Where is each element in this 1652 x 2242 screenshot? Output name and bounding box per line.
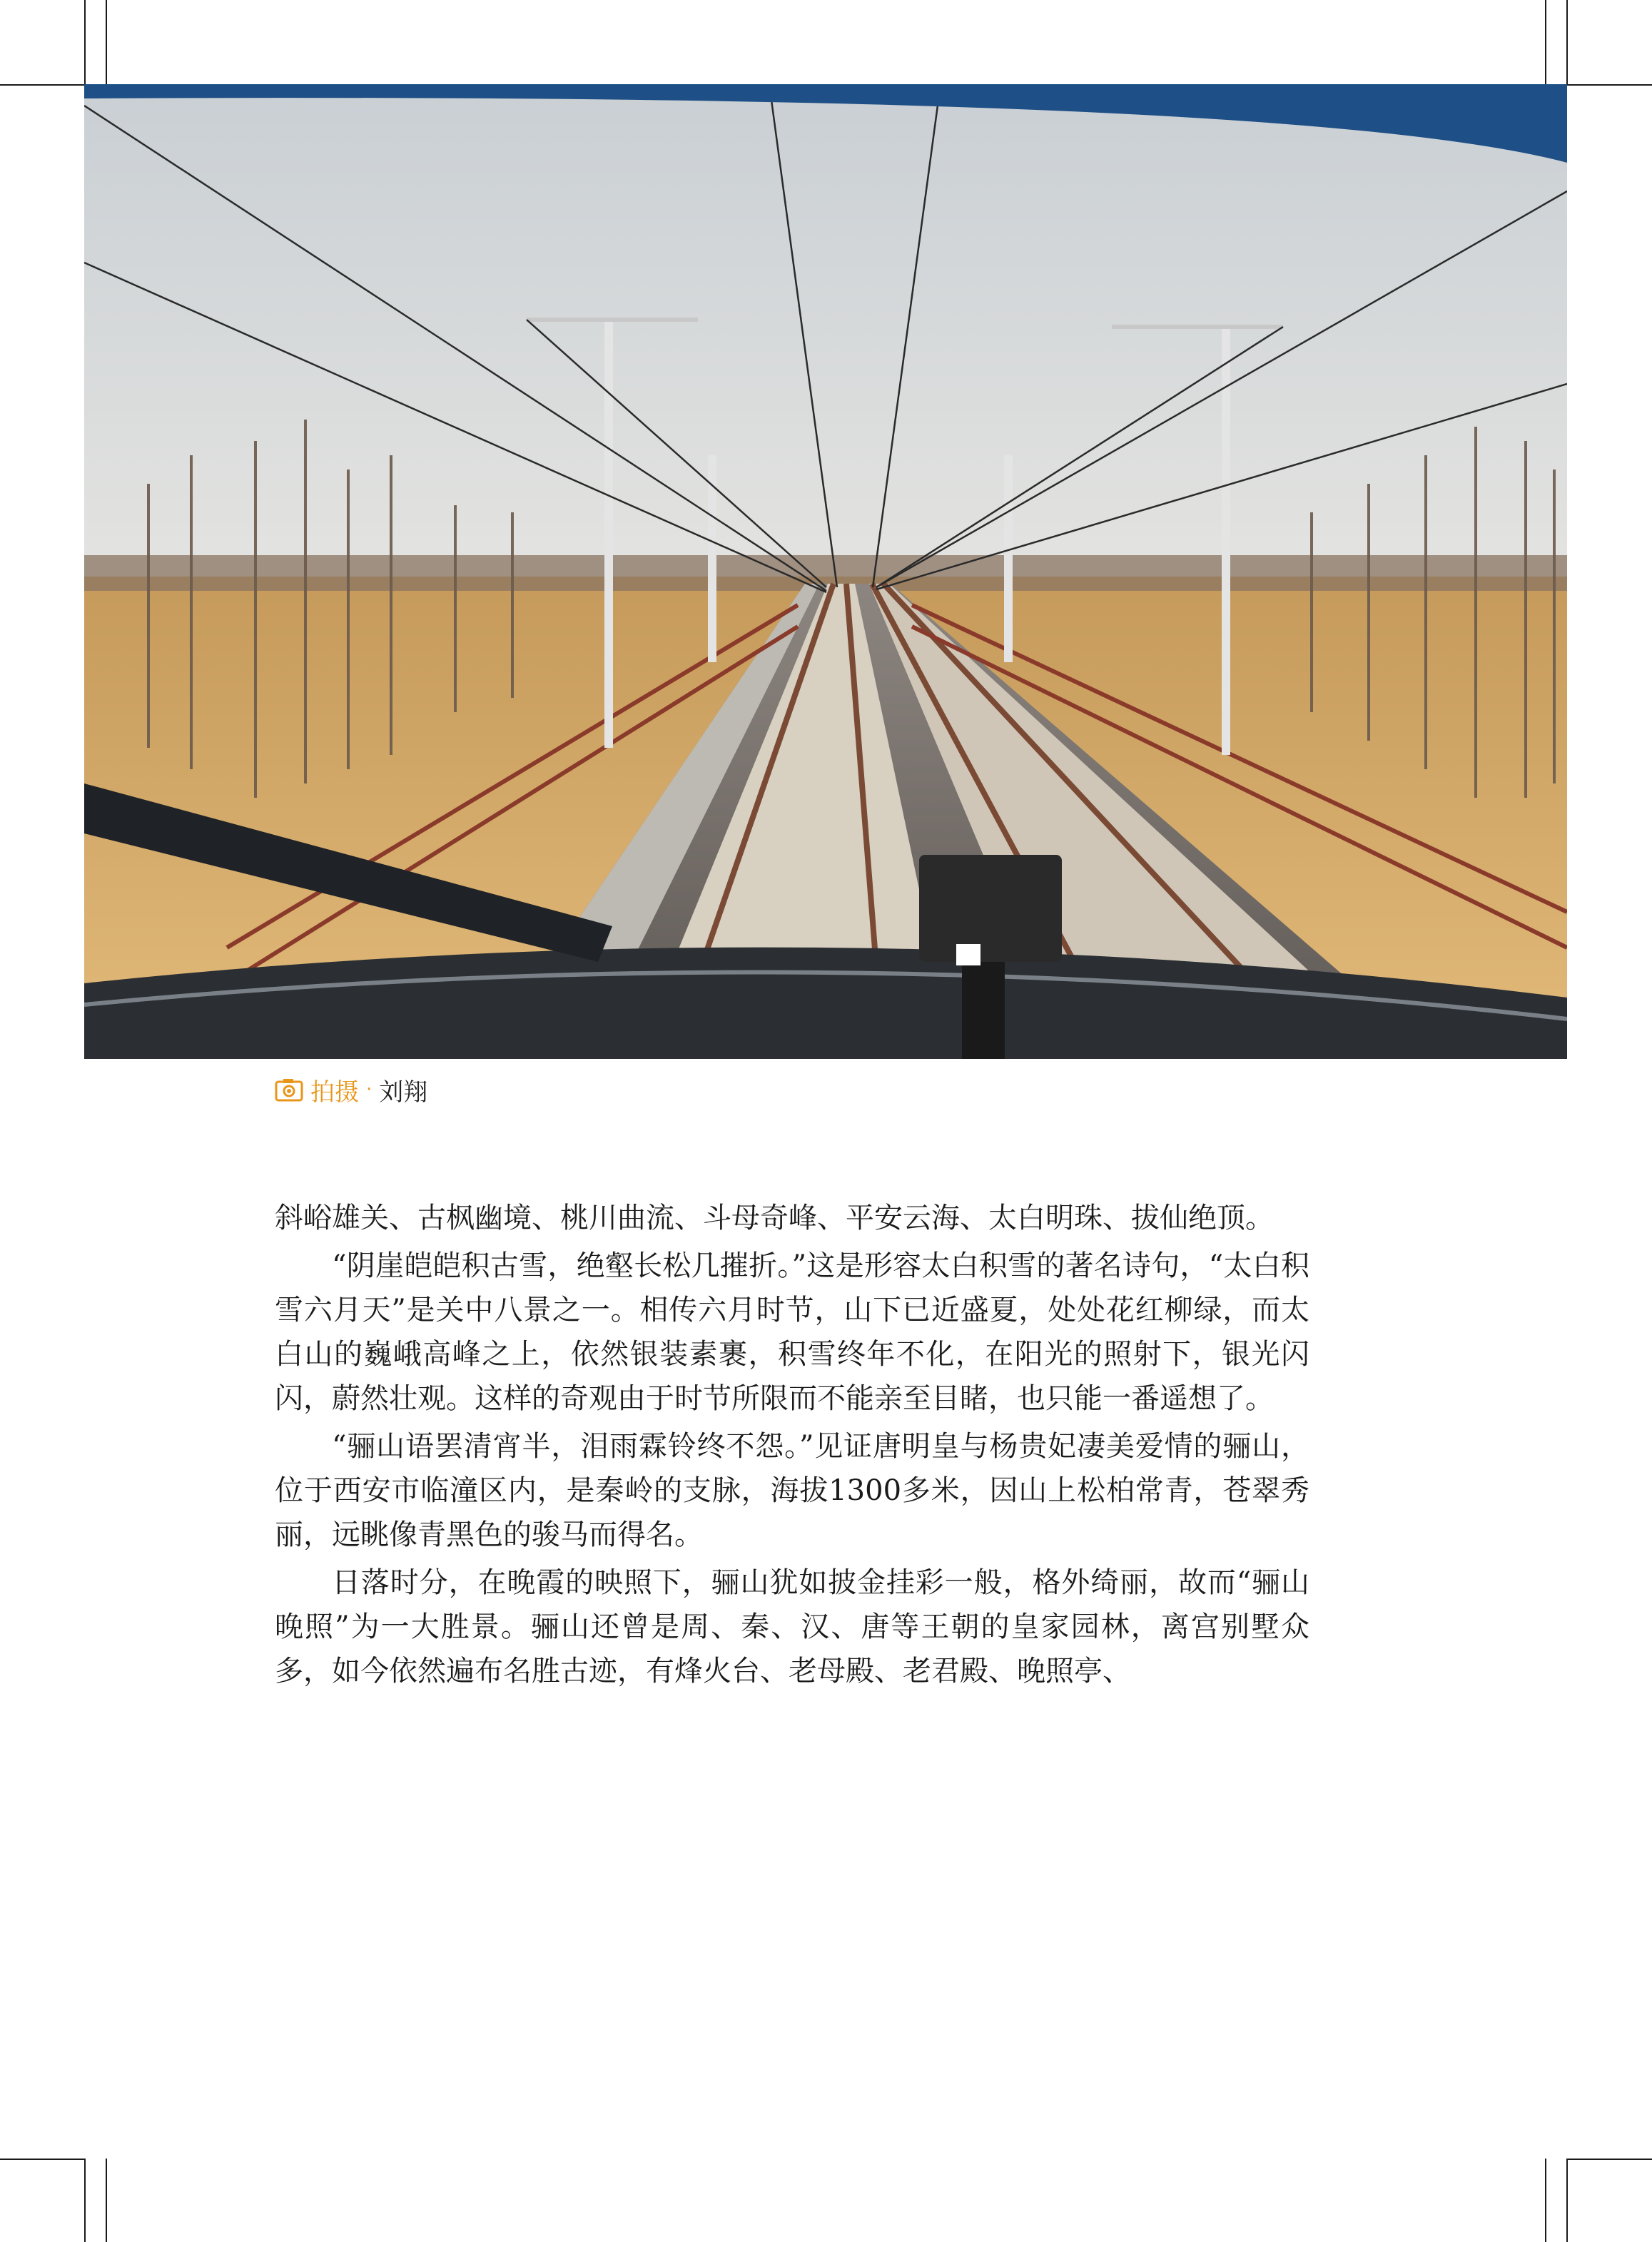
caption-label: 拍摄	[310, 1077, 359, 1107]
article-body	[275, 1196, 1309, 1697]
paragraph: 斜峪雄关、古枫幽境、桃川曲流、斗母奇峰、平安云海、太白明珠、拔仙绝顶。	[275, 1202, 1274, 1234]
crop-mark	[1566, 2159, 1652, 2160]
caption-separator: ·	[366, 1079, 373, 1100]
crop-mark	[106, 2159, 107, 2242]
caption-photographer: 刘翔	[379, 1077, 428, 1107]
camera-icon	[275, 1077, 303, 1102]
railway-photo	[84, 84, 1567, 1059]
crop-mark	[84, 0, 86, 84]
crop-mark	[106, 0, 107, 84]
crop-mark	[1545, 0, 1546, 84]
paragraph: 日落时分，在晚霞的映照下，骊山犹如披金挂彩一般，格外绮丽，故而“骊山晚照”为一大胜景。骊山还曾是周、秦、汉、唐等王朝的皇家园林，离宫别墅众多，如今依然遍布名胜古迹，有烽火台、老母殿、老君殿、晚照亭、	[275, 1566, 1309, 1688]
railway-photo-illustration	[84, 84, 1567, 1059]
paragraph: “骊山语罢清宵半，泪雨霖铃终不怨。”见证唐明皇与杨贵妃凄美爱情的骊山，位于西安市临潼区内，是秦岭的支脉，海拔1300多米，因山上松柏常青，苍翠秀丽，远眺像青黑色的骏马而得名。	[275, 1430, 1309, 1551]
crop-mark	[84, 2159, 86, 2242]
photo-caption	[275, 1074, 427, 1105]
crop-mark	[0, 2159, 84, 2160]
crop-mark	[1566, 84, 1652, 86]
paragraph: “阴崖皑皑积古雪，绝壑长松几摧折。”这是形容太白积雪的著名诗句，“太白积雪六月天”是关中八景之一。相传六月时节，山下已近盛夏，处处花红柳绿，而太白山的巍峨高峰之上，依然银装素裹，积雪终年不化，在阳光的照射下，银光闪闪，蔚然壮观。这样的奇观由于时节所限而不能亲至目睹，也只能一番遥想了。	[275, 1249, 1309, 1415]
crop-mark	[1566, 2159, 1568, 2242]
crop-mark	[1566, 0, 1568, 84]
crop-mark	[1545, 2159, 1546, 2242]
crop-mark	[0, 84, 84, 86]
